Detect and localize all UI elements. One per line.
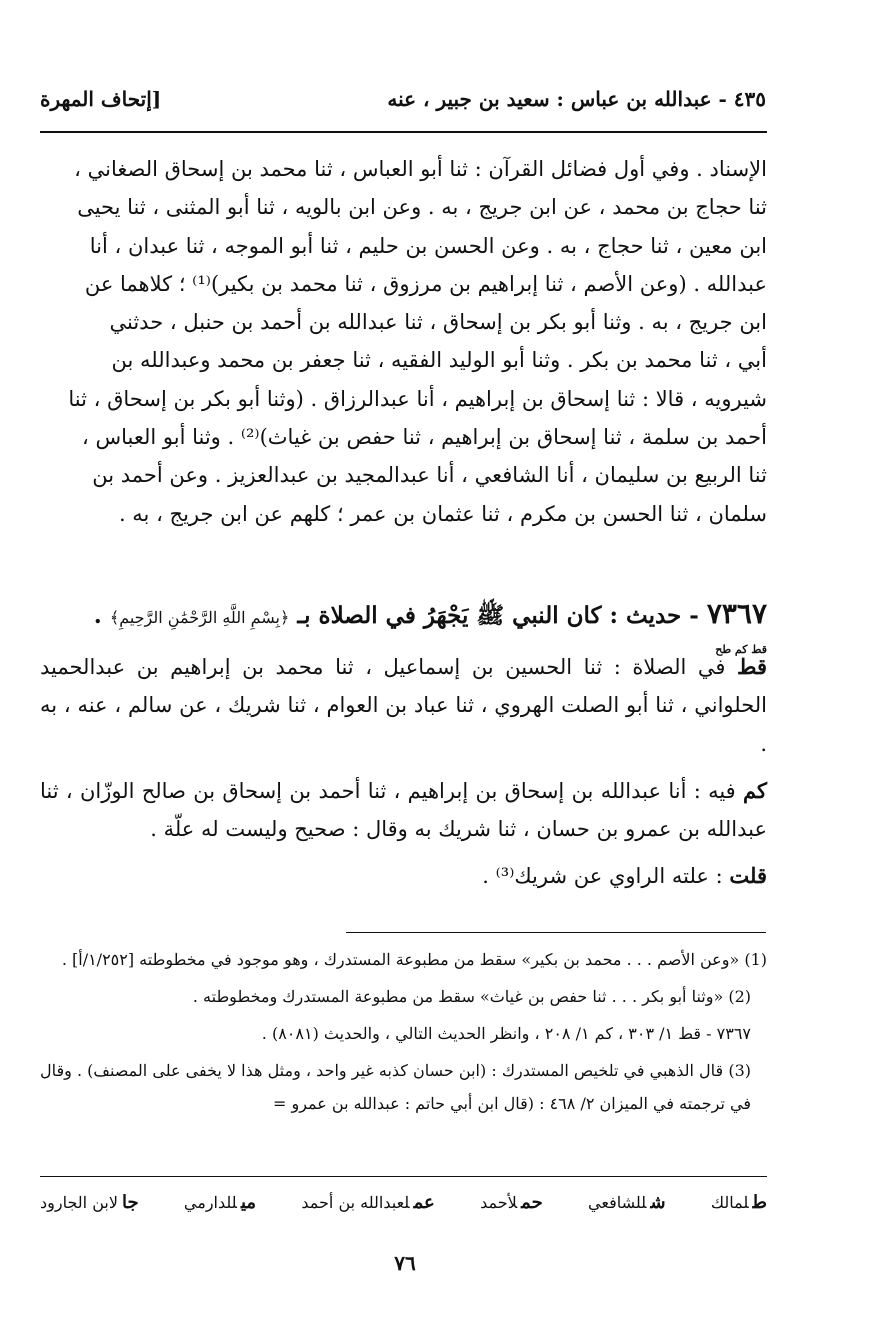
legend-code: مي (240, 1192, 257, 1213)
book-title: [إتحاف المهرة (40, 87, 162, 111)
legend-code: جا (121, 1192, 139, 1213)
legend-label: لعبدالله بن أحمد (301, 1193, 410, 1212)
legend-divider (40, 1176, 767, 1177)
hadith-heading (40, 596, 767, 656)
text-line: ثنا حجاج بن محمد ، عن ابن جريج ، به . وعن ابن بالويه ، ثنا أبو المثنى ، ثنا يحيى (77, 195, 767, 220)
text-line: أحمد بن سلمة ، ثنا إسحاق بن إبراهيم ، ثنا حفص بن غياث)⁽²⁾ . وثنا أبو العباس ، (82, 425, 767, 450)
source-text: في الصلاة : ثنا الحسين بن إسماعيل ، ثنا محمد بن إبراهيم بن عبدالحميد الحلواني ، ثنا أبو الصلت الهروي ، ثنا عباد بن العوام ، ثنا شريك ، عن سالم ، عنه ، به . (40, 655, 767, 756)
legend-code: حم (521, 1192, 543, 1213)
header-divider (40, 131, 767, 133)
footnote: (3) قال الذهبي في تلخيص المستدرك : (ابن حسان كذبه غير واحد ، ومثل هذا لا يخفى على المصنف) . وقال في ترجمته في الميزان ٢/ ٤٦٨ : (قال ابن أبي حاتم : عبدالله بن عمرو = (40, 1061, 751, 1113)
footnotes (40, 943, 767, 1124)
text-line: ثنا الربيع بن سليمان ، أنا الشافعي ، أنا عبدالمجيد بن عبدالعزيز . وعن أحمد بن (92, 463, 767, 488)
source-paragraph (40, 772, 767, 849)
hadith-label: - حديث : (609, 602, 699, 629)
legend-item (40, 1188, 139, 1218)
legend-code: ط (752, 1192, 767, 1213)
hadith-text: كان النبي ﷺ يَجْهَرُ في الصلاة بـ (297, 602, 602, 629)
abbreviation-legend (40, 1188, 767, 1218)
footnote: ٧٣٦٧ - قط ١/ ٣٠٣ ، كم ١/ ٢٠٨ ، وانظر الحديث التالي ، والحديث (٨٠٨١) . (261, 1024, 751, 1043)
source-code: قلت (729, 863, 767, 889)
legend-item (301, 1188, 434, 1218)
legend-label: لابن الجارود (40, 1193, 118, 1212)
legend-code: ش (650, 1192, 666, 1213)
footnote-divider (346, 932, 766, 933)
legend-item (711, 1188, 767, 1218)
text-line: عبدالله . (وعن الأصم ، ثنا إبراهيم بن مرزوق ، ثنا محمد بن بكير)⁽¹⁾ ؛ كلاهما عن (84, 271, 767, 296)
hadith-sources (40, 648, 767, 905)
page-number: ٧٦ (394, 1251, 416, 1275)
source-paragraph (40, 648, 767, 763)
source-text: : علته الراوي عن شريك⁽³⁾ . (482, 864, 723, 889)
legend-item (588, 1188, 666, 1218)
basmala: ﴿بِسْمِ اللَّهِ الرَّحْمَٰنِ الرَّحِيمِ﴾ (109, 608, 290, 627)
legend-label: لمالك (710, 1193, 749, 1212)
source-code: قط (737, 654, 767, 679)
legend-label: للدارمي (183, 1193, 237, 1212)
legend-label: للشافعي (588, 1193, 647, 1212)
chapter-title: ٤٣٥ - عبدالله بن عباس : سعيد بن جبير ، عنه (387, 87, 766, 111)
text-line: شيرويه ، قالا : ثنا إسحاق بن إبراهيم ، أنا عبدالرزاق . (وثنا أبو بكر بن إسحاق ، ثنا (68, 386, 767, 411)
source-paragraph (40, 857, 767, 895)
text-line: ابن معين ، ثنا حجاج ، به . وعن الحسن بن حليم ، ثنا أبو الموجه ، ثنا عبدان ، أنا (89, 233, 767, 258)
running-header (40, 84, 766, 114)
text-line: سلمان ، ثنا الحسن بن مكرم ، ثنا عثمان بن عمر ؛ كلهم عن ابن جريج ، به . (118, 501, 767, 526)
text-line: الإسناد . وفي أول فضائل القرآن : ثنا أبو العباس ، ثنا محمد بن إسحاق الصغاني ، (74, 157, 767, 181)
legend-label: لأحمد (480, 1193, 518, 1212)
footnote: (2) «وثنا أبو بكر . . . ثنا حفص بن غياث» سقط من مطبوعة المستدرك ومخطوطته . (192, 987, 751, 1006)
legend-item (480, 1188, 543, 1218)
source-code: كم (743, 777, 768, 803)
legend-item (184, 1188, 256, 1218)
source-symbols: قط كم طح (715, 643, 767, 656)
text-line: أبي ، ثنا محمد بن بكر . وثنا أبو الوليد الفقيه ، ثنا جعفر بن محمد وعبدالله بن (111, 348, 767, 373)
footnote: (1) «وعن الأصم . . . محمد بن بكير» سقط من مطبوعة المستدرك ، وهو موجود في مخطوطته [١/٢٥٢/أ] . (61, 950, 767, 969)
legend-code: عم (413, 1192, 435, 1213)
source-text: فيه : أنا عبدالله بن إسحاق بن إبراهيم ، ثنا أحمد بن إسحاق بن صالح الوزّان ، ثنا عبدالله بن عمرو بن حسان ، ثنا شريك به وقال : صحيح وليست له علّة . (40, 778, 767, 842)
hadith-number: ٧٣٦٧ (706, 597, 767, 630)
main-text (40, 150, 767, 533)
text-line: ابن جريج ، به . وثنا أبو بكر بن إسحاق ، ثنا عبدالله بن أحمد بن حنبل ، حدثني (109, 310, 767, 335)
hadith-end: . (93, 602, 102, 629)
